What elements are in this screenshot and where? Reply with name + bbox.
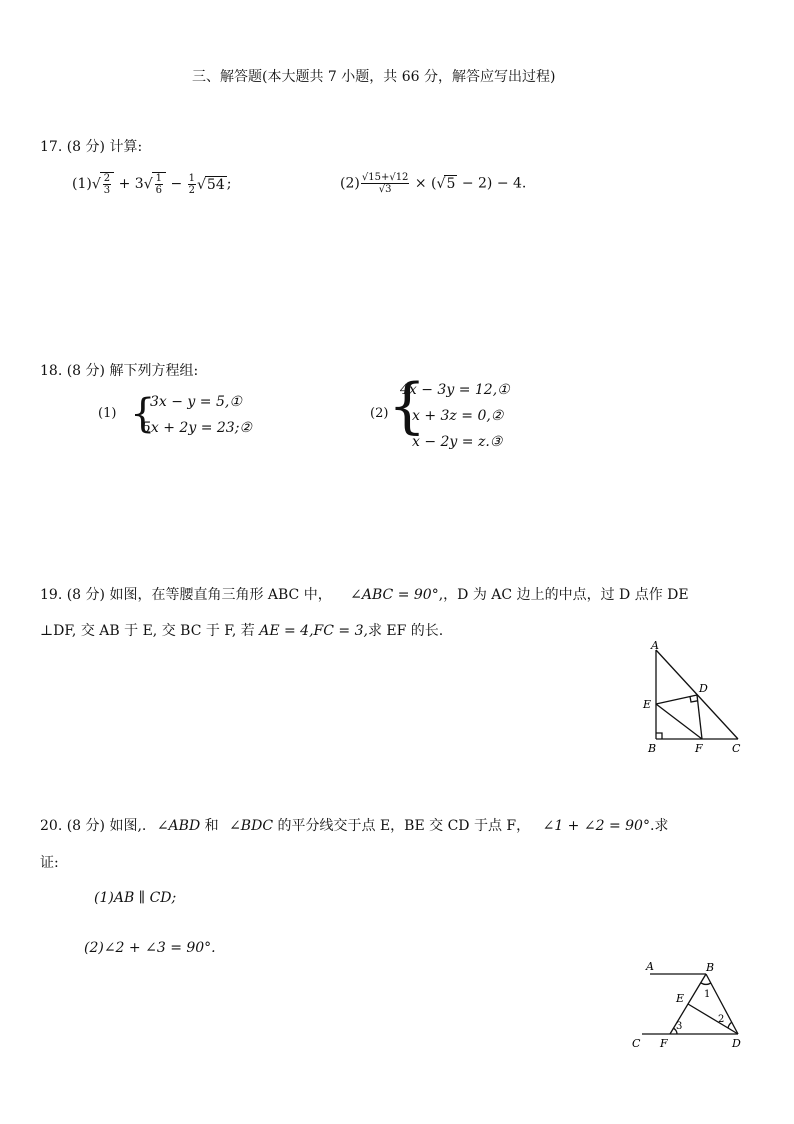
q20-line1-m1: ∠ABD <box>156 818 201 834</box>
q19-seg-EF <box>656 704 702 739</box>
q18-sys1-line2: 5x + 2y = 23;② <box>142 420 252 436</box>
q17-p1-sqrt1: √ $\frac{2}{3}$ <box>92 172 114 196</box>
q20-label-D: D <box>732 1037 741 1050</box>
q18-sys2-prefix: (2) <box>370 406 389 421</box>
q19-right-angle-B <box>656 733 662 739</box>
q18-sys2-brace: { <box>388 371 427 441</box>
q18-sys2-line3: x − 2y = z.③ <box>412 434 503 450</box>
q20-label-A: A <box>646 960 654 973</box>
q19-line1-a: 19. (8 分) 如图，在等腰直角三角形 ABC 中， <box>40 587 332 603</box>
q17-p2-tail: − 2) − 4. <box>461 175 527 192</box>
q19-label-D: D <box>699 682 708 695</box>
q17-p2-prefix: (2) <box>340 175 360 192</box>
q20-angle-2-label: 2 <box>718 1014 725 1025</box>
q18-sys1-prefix: (1) <box>98 406 117 421</box>
q20-label-F: F <box>660 1037 668 1050</box>
q20-line2: 证: <box>40 855 59 871</box>
q17-p1-minus: − <box>170 176 183 192</box>
q20-label-B: B <box>706 961 715 974</box>
q17-p1-plus: + 3 <box>118 176 144 192</box>
q20-part1: (1)AB ∥ CD; <box>94 890 177 906</box>
q19-label-F: F <box>695 742 703 755</box>
q19-line1-math: ∠ABC = 90° <box>350 587 439 603</box>
q18-sys2-line1: 4x − 3y = 12,① <box>400 382 510 398</box>
q19-line2-a: ⊥DF, 交 AB 于 E, 交 BC 于 F, 若 <box>40 623 255 639</box>
q17-part2 <box>340 172 526 195</box>
q20-line1 <box>40 815 668 835</box>
q18-sys1-brace: { <box>130 391 156 437</box>
q19-label-B: B <box>648 742 657 755</box>
q17-p2-frac: $\frac{√15+√12}{√3}$ <box>361 172 409 195</box>
q17-p2-sqrt: √5 <box>436 176 456 192</box>
q19-label-C: C <box>732 742 741 755</box>
q20-part2: (2)∠2 + ∠3 = 90°. <box>84 940 216 956</box>
q20-figure <box>628 956 748 1052</box>
q20-angle-3-label: 3 <box>676 1021 683 1032</box>
q20-line1-m2: ∠BDC <box>229 818 274 834</box>
q18-sys2-line2: x + 3z = 0,② <box>412 408 504 424</box>
q19-line2-b: 求 EF 的长. <box>367 623 444 639</box>
q20-line1-d: .求 <box>649 818 669 834</box>
q17-part1 <box>72 172 231 196</box>
q19-label-E: E <box>643 698 652 711</box>
q20-label-E: E <box>676 992 685 1005</box>
q20-line1-m3: ∠1 + ∠2 = 90° <box>542 818 650 834</box>
q17-p1-prefix: (1) <box>72 176 92 192</box>
q19-line2-math: AE = 4,FC = 3, <box>259 623 368 639</box>
q19-right-angle-D <box>690 697 698 703</box>
q20-label-C: C <box>632 1037 641 1050</box>
q18-sys1-line1: 3x − y = 5,① <box>150 394 242 410</box>
q19-seg-AC <box>656 650 738 739</box>
q20-line1-b: 和 <box>204 818 219 834</box>
q19-seg-DF <box>697 695 702 739</box>
q20-angle-2-arc <box>728 1022 732 1028</box>
q19-line1-b: ,，D 为 AC 边上的中点，过 D 点作 DE <box>438 587 689 603</box>
q20-line1-a: 20. (8 分) 如图,. <box>40 818 147 834</box>
q19-label-A: A <box>651 640 659 652</box>
q17-p1-sqrt3: √54 <box>197 176 225 193</box>
q17-p2-times: × ( <box>414 175 437 192</box>
q17-p1-frac3: $\frac{1}{2}$ <box>188 172 195 196</box>
q20-line1-c: 的平分线交于点 E，BE 交 CD 于点 F， <box>277 818 531 834</box>
q20-angle-1-label: 1 <box>704 989 711 1000</box>
q17-p1-sqrt2: √ $\frac{1}{6}$ <box>144 172 166 196</box>
q18-label: 18. (8 分) 解下列方程组: <box>40 363 199 379</box>
q17-label: 17. (8 分) 计算: <box>40 139 143 155</box>
q19-line2 <box>40 620 443 640</box>
q17-p1-end: ; <box>226 176 232 192</box>
section-title: 三、解答题(本大题共 7 小题，共 66 分，解答应写出过程) <box>192 69 556 85</box>
q19-figure <box>638 640 748 760</box>
q19-line1 <box>40 584 689 604</box>
q20-angle-1-arc <box>701 983 711 984</box>
